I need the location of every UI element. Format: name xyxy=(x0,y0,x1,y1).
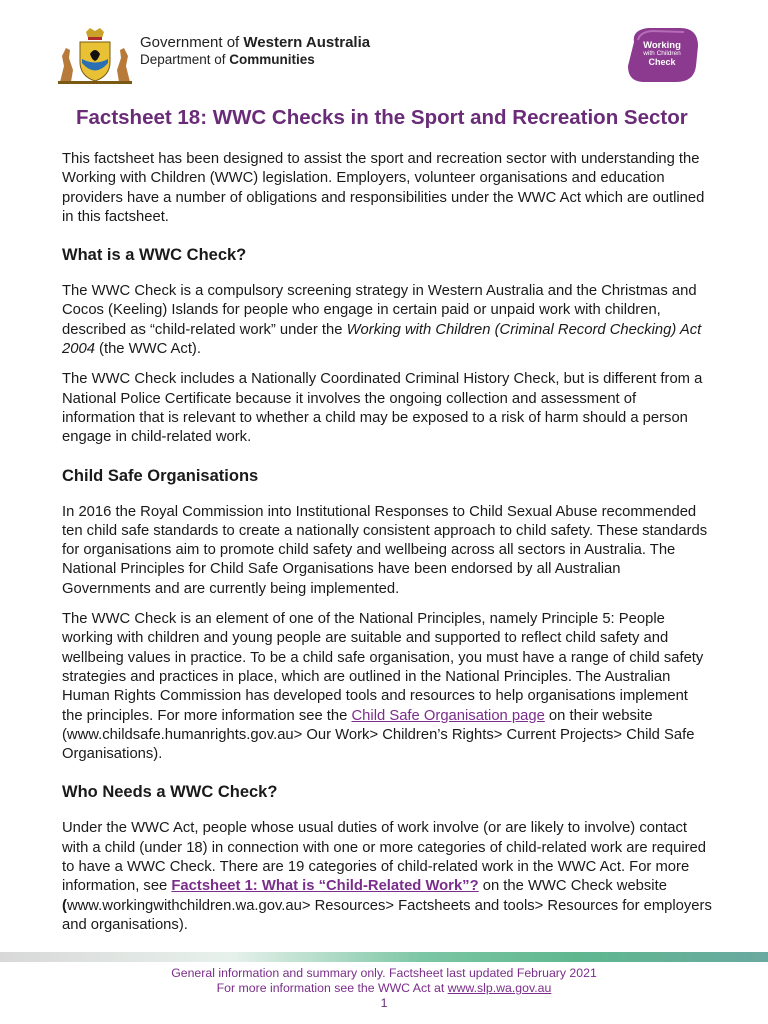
main-content xyxy=(62,150,712,946)
section-heading-child-safe: Child Safe Organisations xyxy=(62,466,259,485)
page-title: Factsheet 18: WWC Checks in the Sport and Recreation Sector xyxy=(76,106,688,129)
paragraph-child-safe-2: The WWC Check is an element of one of the National Principles, namely Principle 5: People working with children and young people are suitable and supported to reflect child safety and wellbeing values in practice. To be a child safe organisation, you must have a range of child safety strategies and practices in place, which are outlined in the National Principles. The Australian Human Rights Commission has developed tools and resources to help organisations implement the principles. For more information see the Child Safe Organisation page on their website (www.childsafe.humanrights.gov.au> Our Work> Children’s Rights> Current Projects> Child Safe Organisations). xyxy=(62,611,704,763)
factsheet-1-link[interactable]: Factsheet 1: What is “Child-Related Work”? xyxy=(171,878,479,895)
page-number: 1 xyxy=(380,996,388,1010)
paragraph-child-safe-1: In 2016 the Royal Commission into Institutional Responses to Child Sexual Abuse recommended ten child safe standards to create a nationally consistent approach to child safety. These standards for organisations aim to promote child safety and wellbeing across all sectors in Australia. The National Principles for Child Safe Organisations have been endorsed by all Australian Governments and are currently being implemented. xyxy=(62,503,708,597)
paragraph-what-is-1: The WWC Check is a compulsory screening strategy in Western Australia and the Christmas and Cocos (Keeling) Islands for people who engage in certain paid or unpaid work with children, described as “child-related work” under the Working with Children (Criminal Record Checking) Act 2004 (the WWC Act). xyxy=(62,283,702,358)
wwc-logo-text: Working with Children Check xyxy=(643,40,681,67)
organisation-name xyxy=(140,34,370,68)
child-safe-organisation-link[interactable]: Child Safe Organisation page xyxy=(351,707,545,724)
government-line: Government of Western Australia xyxy=(140,34,371,51)
section-heading-who-needs: Who Needs a WWC Check? xyxy=(62,783,278,802)
paragraph-what-is-2: The WWC Check includes a Nationally Coordinated Criminal History Check, but is different from a National Police Certificate because it involves the ongoing collection and assessment of information that is relevant to whether a child may be exposed to a risk of harm should a person engage in child-related work. xyxy=(62,371,703,446)
section-heading-what-is: What is a WWC Check? xyxy=(62,246,247,265)
footer-decorative-band xyxy=(0,952,768,962)
page-footer xyxy=(0,966,768,1011)
wa-coat-of-arms-icon xyxy=(54,26,136,84)
slp-website-link[interactable]: www.slp.wa.gov.au xyxy=(447,981,552,995)
page-header xyxy=(0,0,768,95)
footer-more-info: For more information see the WWC Act at www.slp.wa.gov.au xyxy=(216,981,552,995)
footer-disclaimer: General information and summary only. Factsheet last updated February 2021 xyxy=(171,966,597,980)
department-line: Department of Communities xyxy=(140,52,315,67)
paragraph-who-needs-1: Under the WWC Act, people whose usual duties of work involve (or are likely to involve) contact with a child (under 18) in connection with one or more categories of child-related work are required to have a WWC Check. There are 19 categories of child-related work in the WWC Act. For more information, see Factsheet 1: What is “Child-Related Work”? on the WWC Check website (www.workingwithchildren.wa.gov.au> Resources> Factsheets and tools> Resources for employers and organisations). xyxy=(62,820,712,933)
intro-paragraph: This factsheet has been designed to assist the sport and recreation sector with understanding the Working with Children (WWC) legislation. Employers, volunteer organisations and education providers have a number of obligations and responsibilities under the WWC Act which are outlined in this factsheet. xyxy=(62,151,705,225)
